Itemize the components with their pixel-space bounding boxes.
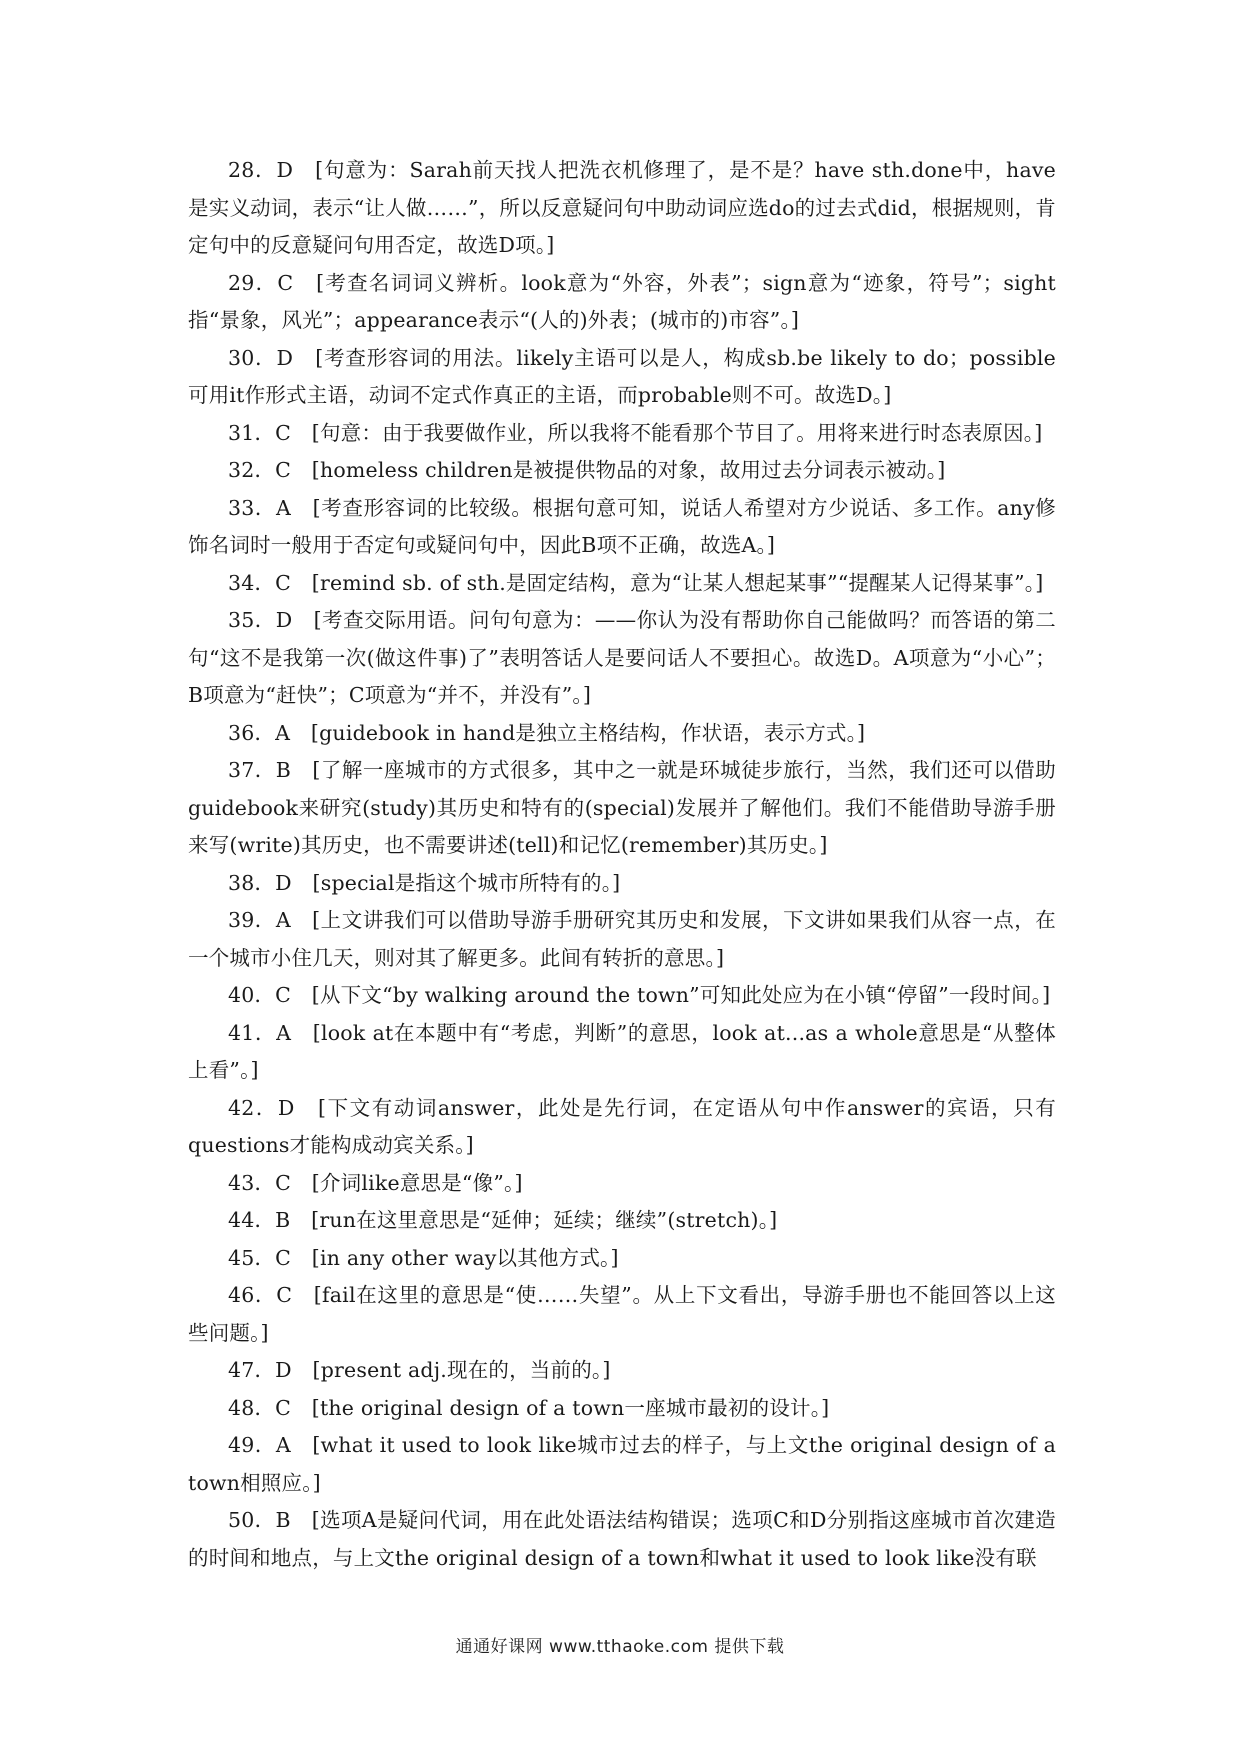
answer-49: 49．A [what it used to look like城市过去的样子，与上文the original design of a town相照应。] [188,1433,1056,1495]
answer-39: 39．A [上文讲我们可以借助导游手册研究其历史和发展，下文讲如果我们从容一点，在一个城市小住几天，则对其了解更多。此间有转折的意思。] [188,908,1056,970]
answer-31: 31．C [句意：由于我要做作业，所以我将不能看那个节目了。用将来进行时态表原因。] [228,420,1043,445]
answer-42: 42．D [下文有动词answer，此处是先行词，在定语从句中作answer的宾语，只有questions才能构成动宾关系。] [188,1095,1056,1157]
answer-key-body [188,152,1056,1577]
answer-28: 28．D [句意为：Sarah前天找人把洗衣机修理了，是不是？have sth.done中，have是实义动词，表示“让人做……”，所以反意疑问句中助动词应选do的过去式did，根据规则，肯定句中的反意疑问句用否定，故选D项。] [188,158,1056,257]
answer-33: 33．A [考查形容词的比较级。根据句意可知，说话人希望对方少说话、多工作。any修饰名词时一般用于否定句或疑问句中，因此B项不正确，故选A。] [188,495,1056,557]
answer-46: 46．C [fail在这里的意思是“使……失望”。从上下文看出，导游手册也不能回答以上这些问题。] [188,1283,1056,1345]
answer-36: 36．A [guidebook in hand是独立主格结构，作状语，表示方式。] [228,720,866,745]
answer-40: 40．C [从下文“by walking around the town”可知此处应为在小镇“停留”一段时间。] [228,983,1051,1007]
answer-48: 48．C [the original design of a town一座城市最初的设计。] [228,1395,830,1420]
answer-34: 34．C [remind sb. of sth.是固定结构，意为“让某人想起某事”“提醒某人记得某事”。] [228,570,1044,595]
answer-50: 50．B [选项A是疑问代词，用在此处语法结构错误；选项C和D分别指这座城市首次建造的时间和地点，与上文the original design of a town和what it used to look like没有联 [188,1508,1056,1570]
page-footer: 通通好课网 www.tthaoke.com 提供下载 [455,1637,785,1657]
answer-44: 44．B [run在这里意思是“延伸；延续；继续”(stretch)。] [228,1208,778,1232]
answer-41: 41．A [look at在本题中有“考虑，判断”的意思，look at...as a whole意思是“从整体上看”。] [188,1020,1056,1082]
answer-43: 43．C [介词like意思是“像”。] [228,1170,523,1195]
answer-47: 47．D [present adj.现在的，当前的。] [228,1358,611,1382]
answer-30: 30．D [考查形容词的用法。likely主语可以是人，构成sb.be likely to do；possible可用it作形式主语，动词不定式作真正的主语，而probable则不可。故选D。] [188,345,1056,407]
answer-45: 45．C [in any other way以其他方式。] [228,1245,619,1270]
answer-37: 37．B [了解一座城市的方式很多，其中之一就是环城徒步旅行，当然，我们还可以借助guidebook来研究(study)其历史和特有的(special)发展并了解他们。我们不能借助导游手册来写(write)其历史，也不需要讲述(tell)和记忆(remember)其历史。] [188,758,1056,857]
answer-32: 32．C [homeless children是被提供物品的对象，故用过去分词表示被动。] [228,458,946,482]
answer-29: 29．C [考查名词词义辨析。look意为“外容，外表”；sign意为“迹象，符号”；sight指“景象，风光”；appearance表示“(人的)外表；(城市的)市容”。] [188,270,1056,332]
answer-35: 35．D [考查交际用语。问句句意为：——你认为没有帮助你自己能做吗？而答语的第二句“这不是我第一次(做这件事)了”表明答话人是要问话人不要担心。故选D。A项意为“小心”；B项意为“赶快”；C项意为“并不，并没有”。] [188,608,1056,707]
answer-38: 38．D [special是指这个城市所特有的。] [228,870,621,895]
